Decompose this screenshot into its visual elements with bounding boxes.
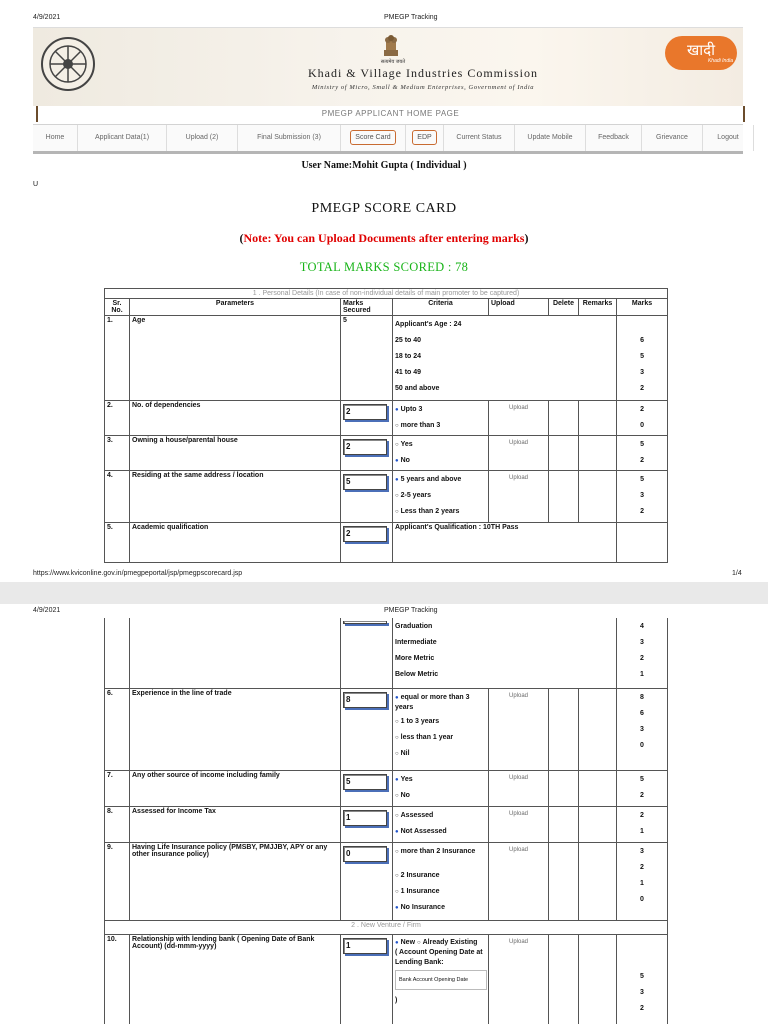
col-criteria: Criteria — [393, 299, 489, 316]
upload-link[interactable]: Upload — [508, 938, 528, 945]
experience-marks-input[interactable]: 8 — [343, 692, 387, 708]
kvic-banner — [33, 27, 743, 106]
residing-marks-input[interactable]: 5 — [343, 474, 387, 490]
user-name: User Name:Mohit Gupta ( Individual ) — [301, 160, 467, 171]
radio-option[interactable]: ○ less than 1 year — [395, 733, 454, 741]
nav-update-mobile[interactable]: Update Mobile — [515, 125, 586, 151]
table-row: 5. Academic qualification 2 Applicant's Qualification : 10TH Pass — [105, 523, 668, 563]
radio-empty-icon: ○ — [395, 888, 399, 895]
radio-option[interactable]: ○ No — [395, 791, 410, 799]
stray-mark: U — [33, 181, 39, 188]
print-url: https://www.kviconline.gov.in/pmegpeportal/jsp/pmegpscorecard.jsp — [33, 570, 243, 577]
radio-option[interactable]: ○ Already Existing — [416, 938, 478, 946]
upload-link[interactable]: Upload — [508, 475, 528, 481]
radio-option[interactable]: ○ more than 3 — [395, 422, 441, 429]
bank-opening-date-input[interactable]: Bank Account Opening Date — [395, 970, 487, 990]
table-row: 3. Owning a house/parental house 2 ○ Yes ● No Upload 5 2 — [105, 436, 668, 471]
age-marks-value: 5 — [341, 316, 393, 401]
radio-option[interactable]: ○ 2-5 years — [395, 492, 431, 499]
col-delete: Delete — [549, 299, 579, 316]
nav-upload[interactable]: Upload (2) — [167, 125, 238, 151]
nav-feedback[interactable]: Feedback — [586, 125, 642, 151]
nav-current-status[interactable]: Current Status — [444, 125, 515, 151]
dependencies-marks-input[interactable]: 2 — [343, 404, 387, 420]
home-page-bar: PMEGP APPLICANT HOME PAGE — [36, 106, 745, 122]
score-table-page1 — [104, 288, 668, 563]
radio-option[interactable]: ○ Less than 2 years — [395, 508, 460, 515]
qualification-input-bottom — [343, 621, 387, 624]
page-break — [0, 582, 768, 604]
radio-option[interactable]: ● Yes — [395, 775, 413, 783]
upload-link[interactable]: Upload — [508, 440, 528, 446]
national-emblem-icon — [378, 32, 404, 60]
radio-empty-icon: ○ — [395, 442, 399, 448]
income-tax-marks-input[interactable]: 1 — [343, 810, 387, 826]
col-upload: Upload — [489, 299, 549, 316]
radio-selected-icon: ● — [395, 939, 399, 946]
nav-score-card[interactable]: Score Card — [341, 125, 406, 151]
table-row: 10. Relationship with lending bank ( Opening Date of Bank Account) (dd-mmm-yyyy) 1 ● New ○ Already Existing ( Account Opening Date at Lending Bank: Bank Account Opening Date ) Upload 5 3 2 — [105, 934, 668, 1024]
section-new-venture: 2 . New Venture / Firm — [105, 920, 668, 934]
upload-note: (Note: You can Upload Documents after entering marks) — [239, 231, 529, 245]
radio-empty-icon: ○ — [395, 509, 399, 515]
insurance-marks-input[interactable]: 0 — [343, 846, 387, 862]
print-title-2: PMEGP Tracking — [384, 607, 438, 614]
col-parameters: Parameters — [130, 299, 341, 316]
radio-selected-icon: ● — [395, 776, 399, 783]
print-date-2: 4/9/2021 — [33, 607, 61, 614]
upload-link[interactable]: Upload — [508, 846, 528, 853]
radio-empty-icon: ○ — [395, 872, 399, 879]
radio-empty-icon: ○ — [395, 493, 399, 499]
radio-empty-icon: ○ — [416, 939, 421, 946]
table-row: 4. Residing at the same address / location 5 ● 5 years and above ○ 2-5 years ○ Less than 2 years Upload 5 3 2 — [105, 471, 668, 523]
print-date: 4/9/2021 — [33, 14, 61, 21]
kvic-subtitle: Ministry of Micro, Small & Medium Enterprises, Government of India — [311, 84, 535, 91]
emblem-caption: सत्यमेव जयते — [380, 59, 406, 65]
nav-grievance[interactable]: Grievance — [642, 125, 703, 151]
house-marks-input[interactable]: 2 — [343, 439, 387, 455]
score-table-page2 — [104, 618, 668, 1024]
radio-option[interactable]: ● New — [395, 938, 416, 946]
radio-option[interactable]: ● equal or more than 3 years — [395, 693, 470, 711]
upload-link[interactable]: Upload — [508, 405, 528, 411]
radio-option[interactable]: ● No Insurance — [395, 903, 445, 911]
radio-option[interactable]: ● Upto 3 — [395, 406, 423, 413]
nav-logout[interactable]: Logout — [703, 125, 754, 151]
radio-empty-icon: ○ — [395, 718, 399, 725]
radio-empty-icon: ○ — [395, 423, 399, 429]
radio-selected-icon: ● — [395, 694, 399, 701]
radio-selected-icon: ● — [395, 828, 399, 835]
nav-home[interactable]: Home — [33, 125, 78, 151]
radio-option[interactable]: ○ Assessed — [395, 811, 434, 819]
kvic-title: Khadi & Village Industries Commission — [307, 66, 539, 80]
col-sr: Sr. No. — [105, 299, 130, 316]
radio-option[interactable]: ○ Yes — [395, 441, 413, 448]
col-marks-secured: Marks Secured — [341, 299, 393, 316]
khadi-india-logo: खादी — [665, 36, 737, 70]
radio-empty-icon: ○ — [395, 750, 399, 757]
radio-empty-icon: ○ — [395, 734, 399, 741]
table-row: 6. Experience in the line of trade 8 ● equal or more than 3 years ○ 1 to 3 years ○ less than 1 year ○ Nil Upload 8 6 3 0 — [105, 688, 668, 770]
upload-link[interactable]: Upload — [508, 810, 528, 817]
main-nav — [33, 124, 743, 154]
radio-option[interactable]: ○ Nil — [395, 749, 410, 757]
col-remarks: Remarks — [579, 299, 617, 316]
qualification-marks-input[interactable]: 2 — [343, 526, 387, 542]
radio-option[interactable]: ○ 1 to 3 years — [395, 717, 440, 725]
total-marks: TOTAL MARKS SCORED : 78 — [299, 260, 469, 274]
radio-empty-icon: ○ — [395, 792, 399, 799]
page-title: PMEGP SCORE CARD — [311, 201, 457, 216]
table-row: Graduation Intermediate More Metric Below Metric 4 3 2 1 — [105, 618, 668, 688]
khadi-india-tagline: Khadi India — [707, 58, 733, 64]
section-personal-details: 1 . Personal Details (In case of non-individual details of main promoter to be captured) — [105, 289, 668, 299]
upload-link[interactable]: Upload — [508, 774, 528, 781]
nav-final-submission[interactable]: Final Submission (3) — [238, 125, 341, 151]
nav-applicant-data[interactable]: Applicant Data(1) — [78, 125, 167, 151]
table-row: 1. Age 5 Applicant's Age : 24 25 to 40 18 to 24 41 to 49 50 and above 6 5 3 2 — [105, 316, 668, 401]
table-row: 8. Assessed for Income Tax 1 ○ Assessed ● Not Assessed Upload 2 1 — [105, 806, 668, 842]
radio-option[interactable]: ● 5 years and above — [395, 476, 462, 483]
other-income-marks-input[interactable]: 5 — [343, 774, 387, 790]
radio-option[interactable]: ○ 2 Insurance — [395, 871, 440, 879]
radio-selected-icon: ● — [395, 407, 399, 413]
radio-option[interactable]: ○ 1 Insurance — [395, 887, 440, 895]
table-row: 2. No. of dependencies 2 ● Upto 3 ○ more than 3 Upload 2 0 — [105, 401, 668, 436]
radio-selected-icon: ● — [395, 458, 399, 464]
bank-relationship-marks-input[interactable]: 1 — [343, 938, 387, 954]
radio-selected-icon: ● — [395, 904, 399, 911]
radio-option[interactable]: ○ more than 2 Insurance — [395, 847, 476, 855]
radio-empty-icon: ○ — [395, 812, 399, 819]
upload-link[interactable]: Upload — [508, 692, 528, 699]
nav-edp[interactable]: EDP — [406, 125, 444, 151]
radio-option[interactable]: ● No — [395, 457, 410, 464]
radio-option[interactable]: ● Not Assessed — [395, 827, 447, 835]
print-title: PMEGP Tracking — [384, 14, 438, 21]
col-marks: Marks — [617, 299, 668, 316]
table-row: 7. Any other source of income including family 5 ● Yes ○ No Upload 5 2 — [105, 770, 668, 806]
radio-selected-icon: ● — [395, 477, 399, 483]
radio-empty-icon: ○ — [395, 848, 399, 855]
print-page-number: 1/4 — [732, 570, 742, 577]
table-row: 9. Having Life Insurance policy (PMSBY, PMJJBY, APY or any other insurance policy) 0 ○ more than 2 Insurance ○ 2 Insurance ○ 1 Insurance ● No Insurance Upload 3 2 1 0 — [105, 842, 668, 920]
